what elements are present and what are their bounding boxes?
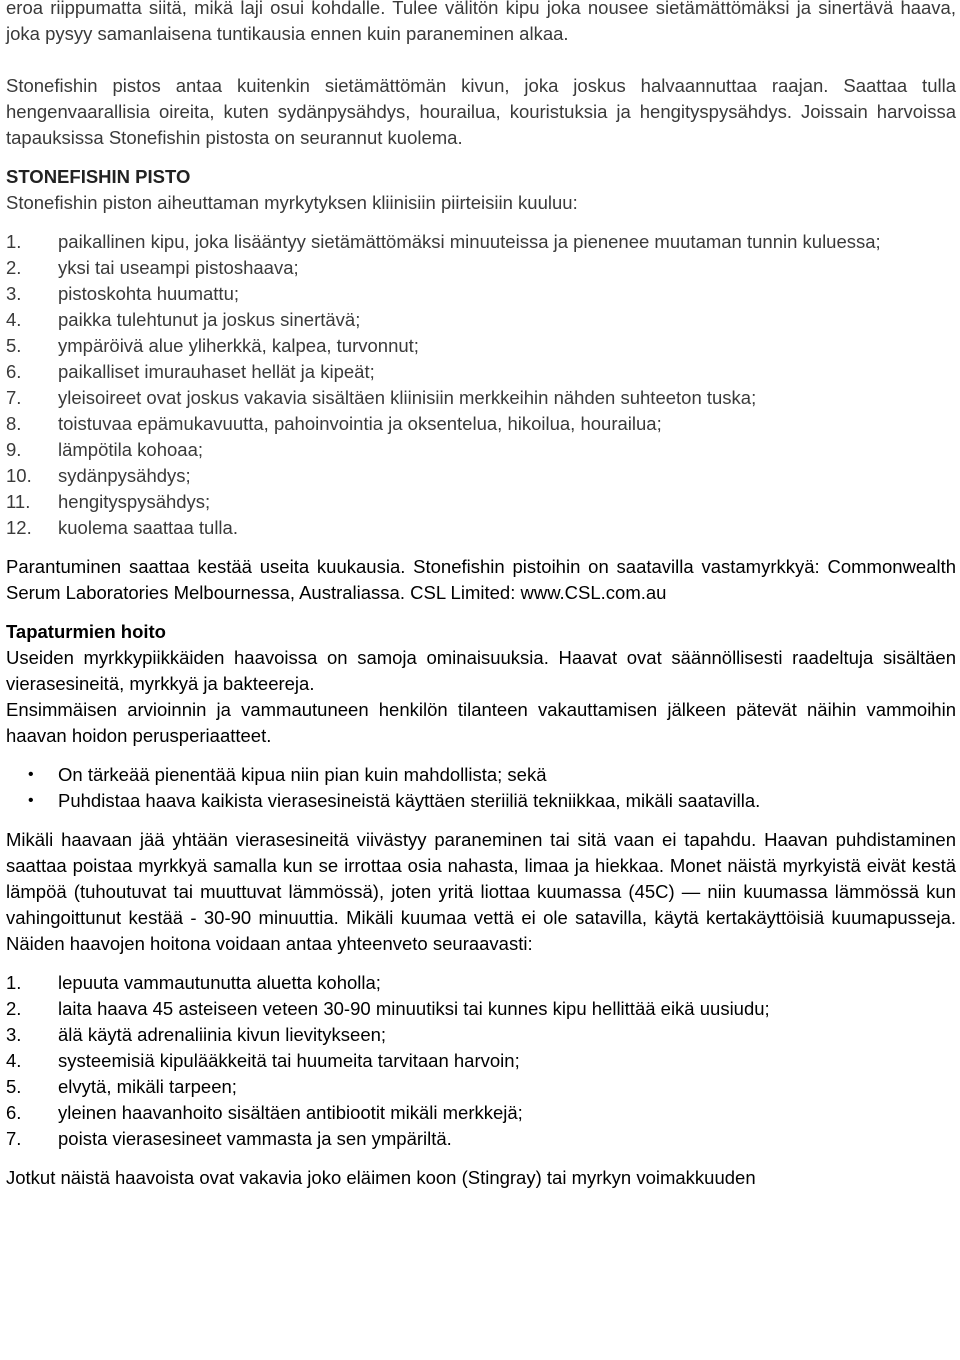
list-item-text: toistuvaa epämukavuutta, pahoinvointia ja oksentelua, hikoilua, hourailua; — [58, 413, 662, 434]
list-item-text: yksi tai useampi pistoshaava; — [58, 257, 299, 278]
symptom-item — [6, 333, 956, 359]
treatment-step — [6, 1126, 956, 1152]
list-item-number: 4. — [6, 309, 22, 330]
symptom-item — [6, 281, 956, 307]
symptom-item — [6, 489, 956, 515]
symptom-item — [6, 307, 956, 333]
list-item-number: 6. — [6, 361, 22, 382]
symptom-item — [6, 229, 956, 255]
bullet-text: On tärkeää pienentää kipua niin pian kuin mahdollista; sekä — [58, 764, 547, 785]
list-item-text: yleinen haavanhoito sisältäen antibiootit mikäli merkkejä; — [58, 1102, 523, 1123]
symptom-item — [6, 411, 956, 437]
closing-paragraph: Jotkut näistä haavoista ovat vakavia joko eläimen koon (Stingray) tai myrkyn voimakkuuden — [6, 1167, 756, 1188]
bullet-icon: • — [28, 792, 34, 809]
stonefish-heading: STONEFISHIN PISTO — [6, 166, 191, 187]
list-item-text: elvytä, mikäli tarpeen; — [58, 1076, 237, 1097]
symptom-list — [6, 229, 956, 541]
list-item-number: 11. — [6, 491, 31, 512]
list-item-text: pistoskohta huumattu; — [58, 283, 239, 304]
treatment-step — [6, 1022, 956, 1048]
treatment-heading: Tapaturmien hoito — [6, 621, 166, 642]
treatment-bullet-list — [6, 762, 956, 814]
list-item-text: paikalliset imurauhaset hellät ja kipeät; — [58, 361, 375, 382]
symptom-item — [6, 463, 956, 489]
symptom-item — [6, 359, 956, 385]
symptom-item — [6, 255, 956, 281]
list-item-text: paikka tulehtunut ja joskus sinertävä; — [58, 309, 361, 330]
list-item-number: 8. — [6, 413, 22, 434]
list-item-number: 7. — [6, 1128, 22, 1149]
list-item-text: lämpötila kohoaa; — [58, 439, 204, 460]
list-item-number: 5. — [6, 335, 22, 356]
symptom-item — [6, 515, 956, 541]
list-item-text: älä käytä adrenaliinia kivun lievitykseen; — [58, 1024, 387, 1045]
treatment-paragraph-1: Useiden myrkkypiikkäiden haavoissa on samoja ominaisuuksia. Haavat ovat säännöllisesti raadeltuja sisältäen vierasesineitä, myrkkyä ja bakteereja. — [6, 647, 956, 694]
list-item-number: 7. — [6, 387, 22, 408]
treatment-step — [6, 996, 956, 1022]
treatment-step — [6, 1100, 956, 1126]
treatment-steps-list — [6, 970, 956, 1152]
list-item-number: 1. — [6, 972, 22, 993]
treatment-step — [6, 970, 956, 996]
list-item-number: 5. — [6, 1076, 22, 1097]
intro-paragraph: eroa riippumatta siitä, mikä laji osui kohdalle. Tulee välitön kipu joka nousee sietämättömäksi ja sinertävä haava, joka pysyy samanlaisena tuntikausia ennen kuin paraneminen alkaa. — [6, 0, 956, 44]
symptom-item — [6, 385, 956, 411]
list-item-text: systeemisiä kipulääkkeitä tai huumeita tarvitaan harvoin; — [58, 1050, 520, 1071]
list-item-number: 10. — [6, 465, 32, 486]
list-item-number: 6. — [6, 1102, 22, 1123]
treatment-paragraph-3: Mikäli haavaan jää yhtään vierasesineitä viivästyy paraneminen tai sitä vaan ei tapahdu. Haavan puhdistaminen saattaa poistaa myrkkyä samalla kun se irrottaa osia nahasta, limaa ja hiekkaa. Monet näistä myrkyistä eivät kestä lämpöä (tuhoutuvat tai muuttuvat lämmössä), joten yritä liottaa kuumassa (45C) — niin kuumassa lämmössä kun vahingoittunut kestää - 30-90 minuuttia. Mikäli kuumaa vettä ei ole satavilla, käytä kertakäyttöisiä kuumapusseja. Näiden haavojen hoitona voidaan antaa yhteenveto seuraavasti: — [6, 829, 956, 954]
list-item-number: 1. — [6, 231, 22, 252]
list-item-text: hengityspysähdys; — [58, 491, 211, 512]
list-item-number: 2. — [6, 998, 22, 1019]
list-item-number: 9. — [6, 439, 22, 460]
list-item-text: paikallinen kipu, joka lisääntyy sietämättömäksi minuuteissa ja pienenee muutaman tunnin kuluessa; — [58, 231, 881, 252]
bullet-icon: • — [28, 766, 34, 783]
stonefish-lead: Stonefishin piston aiheuttaman myrkytyksen kliinisiin piirteisiin kuuluu: — [6, 192, 578, 213]
treatment-paragraph-2: Ensimmäisen arvioinnin ja vammautuneen henkilön tilanteen vakauttamisen jälkeen pätevät näihin vammoihin haavan hoidon perusperiaatteet. — [6, 699, 956, 746]
list-item-text: lepuuta vammautunutta aluetta koholla; — [58, 972, 381, 993]
document-page — [6, 0, 956, 1191]
list-item-number: 12. — [6, 517, 32, 538]
list-item-text: sydänpysähdys; — [58, 465, 191, 486]
list-item-number: 3. — [6, 283, 22, 304]
list-item-text: laita haava 45 asteiseen veteen 30-90 minuutiksi tai kunnes kipu hellittää eikä uusiudu; — [58, 998, 770, 1019]
bullet-text: Puhdistaa haava kaikista vierasesineistä käyttäen steriiliä tekniikkaa, mikäli saatavilla. — [58, 790, 761, 811]
list-item-number: 4. — [6, 1050, 22, 1071]
recovery-paragraph: Parantuminen saattaa kestää useita kuukausia. Stonefishin pistoihin on saatavilla vastamyrkkyä: Commonwealth Serum Laboratories Melbournessa, Australiassa. CSL Limited: www.CSL.com.au — [6, 556, 956, 603]
treatment-step — [6, 1048, 956, 1074]
list-item-text: kuolema saattaa tulla. — [58, 517, 238, 538]
list-item-text: yleisoireet ovat joskus vakavia sisältäen kliinisiin merkkeihin nähden suhteeton tuska; — [58, 387, 757, 408]
list-item-number: 3. — [6, 1024, 22, 1045]
bullet-item — [28, 762, 956, 788]
list-item-text: ympäröivä alue yliherkkä, kalpea, turvonnut; — [58, 335, 419, 356]
bullet-item — [28, 788, 956, 814]
stonefish-sting-paragraph: Stonefishin pistos antaa kuitenkin sietämättömän kivun, joka joskus halvaannuttaa raajan. Saattaa tulla hengenvaarallisia oireita, kuten sydänpysähdys, hourailua, kouristuksia ja hengityspysähdys. Joissain harvoissa tapauksissa Stonefishin pistosta on seurannut kuolema. — [6, 75, 956, 148]
list-item-text: poista vierasesineet vammasta ja sen ympäriltä. — [58, 1128, 452, 1149]
symptom-item — [6, 437, 956, 463]
treatment-step — [6, 1074, 956, 1100]
list-item-number: 2. — [6, 257, 22, 278]
